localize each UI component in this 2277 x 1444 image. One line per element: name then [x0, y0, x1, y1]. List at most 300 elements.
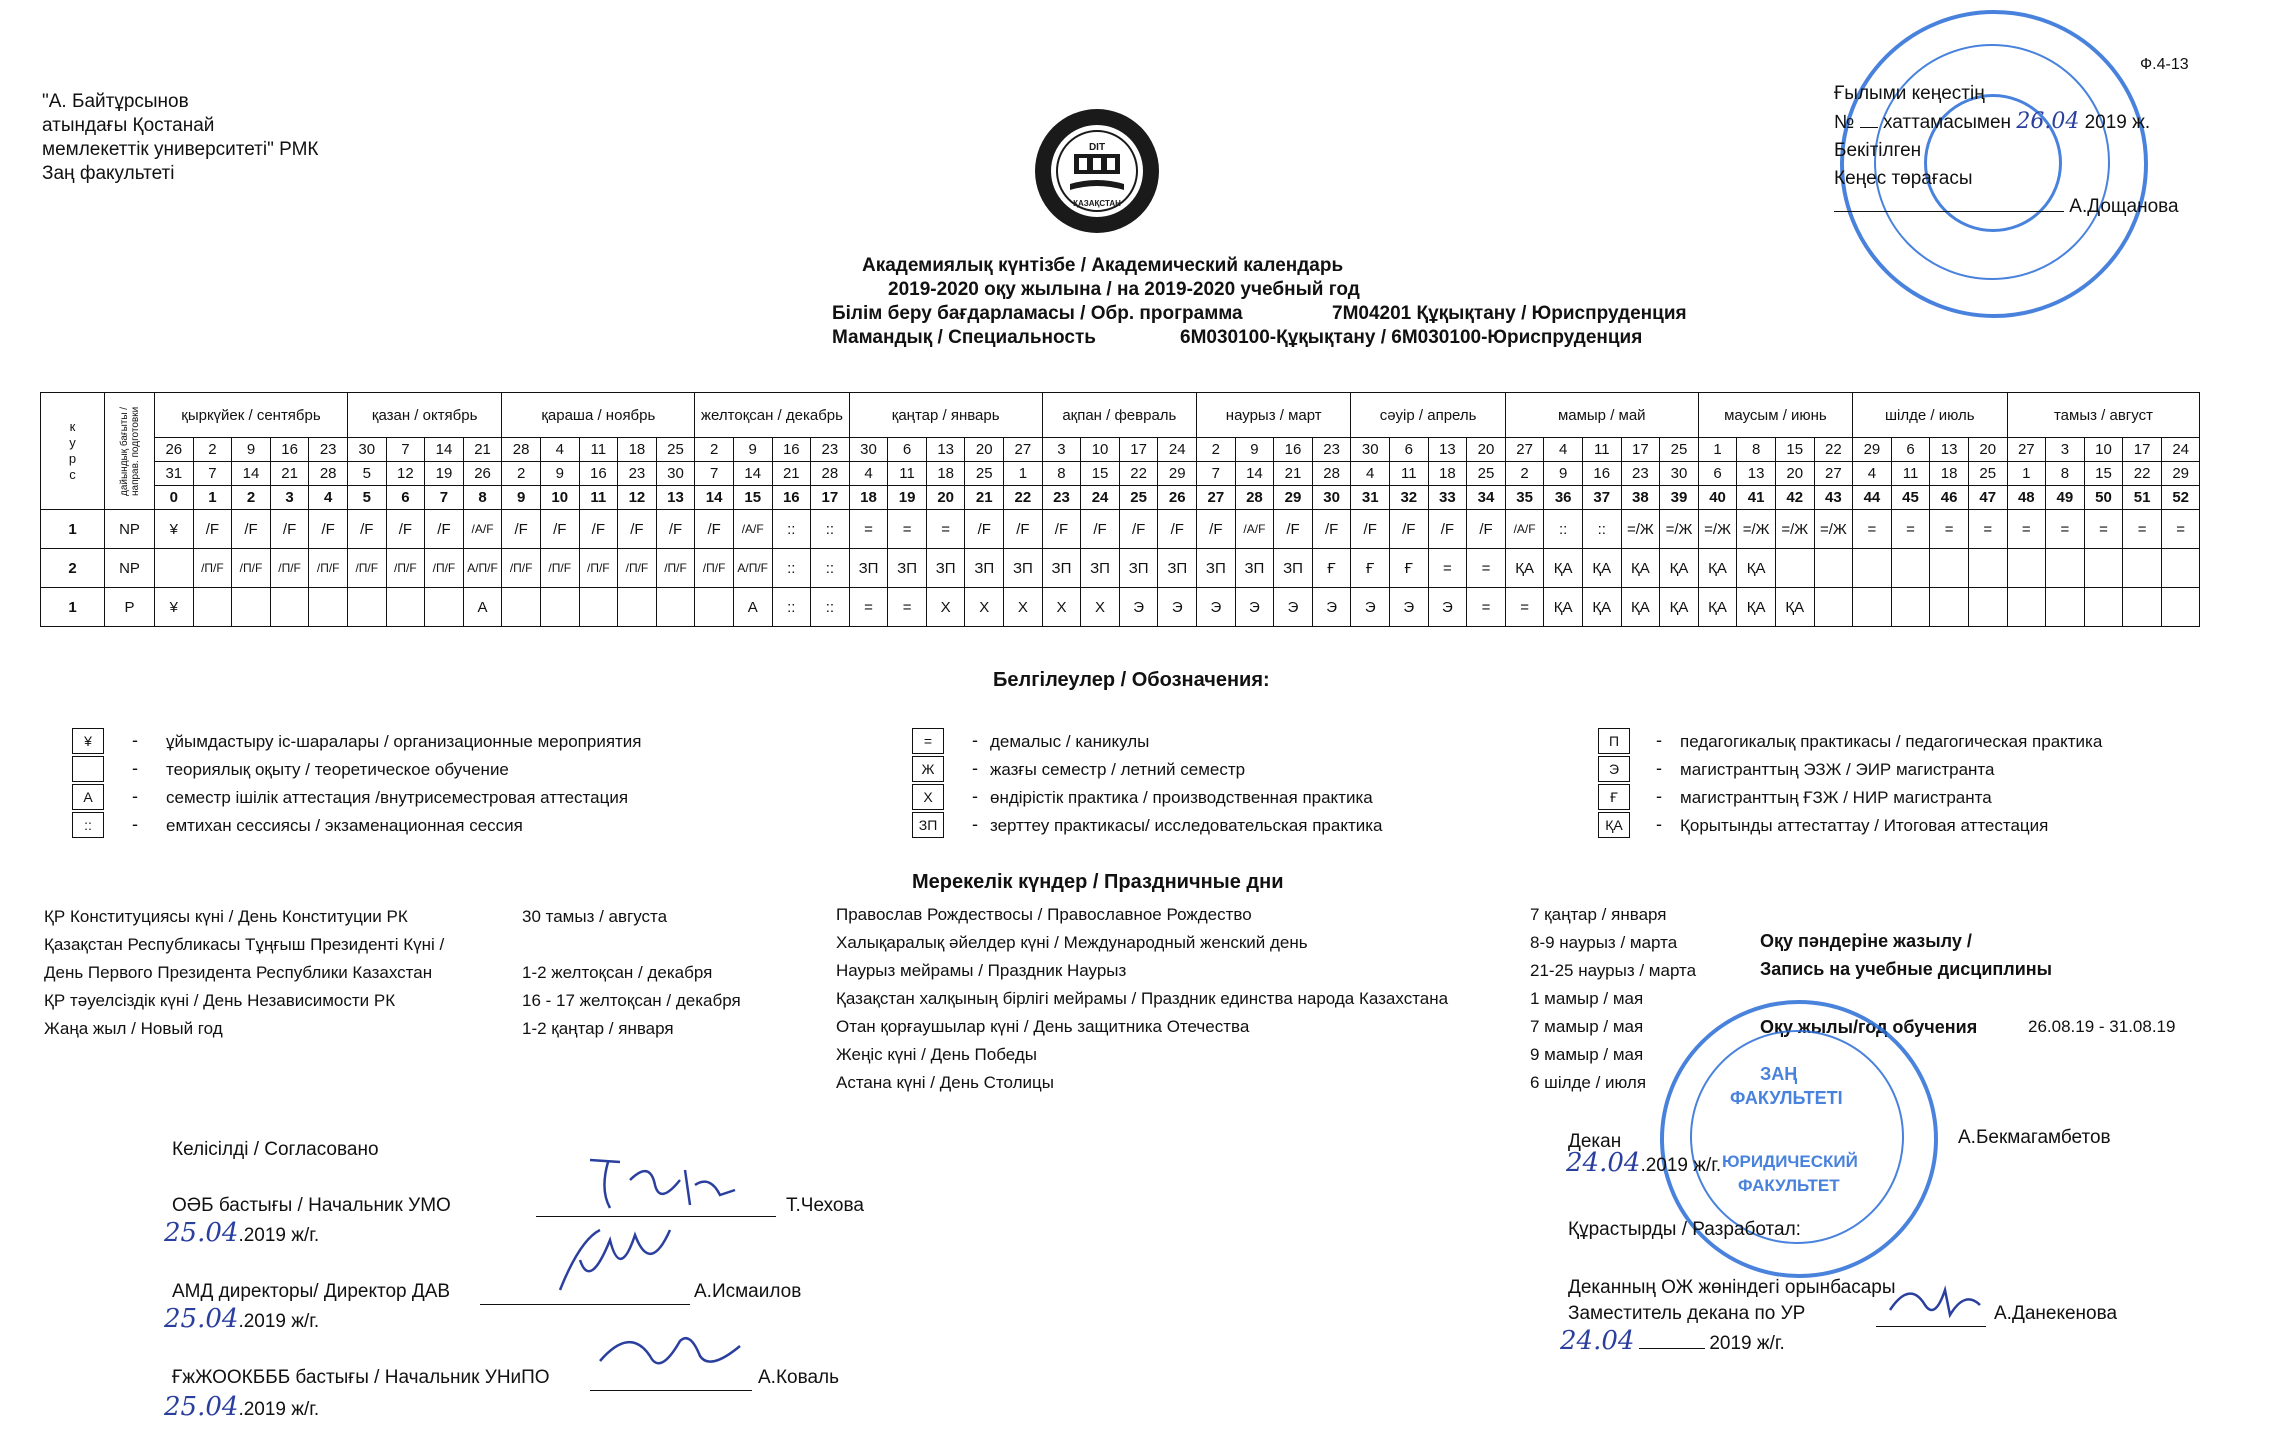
- table-row: [41, 588, 2200, 627]
- seal-text: ЗАҢ: [1760, 1064, 1798, 1084]
- holiday-date: 6 шілде / июля: [1530, 1073, 1647, 1092]
- week-start-day: 20: [965, 438, 1004, 462]
- schedule-cell: /F: [1274, 510, 1313, 549]
- legend-text: семестр ішілік аттестация /внутрисеместровая аттестация: [166, 788, 629, 807]
- approval-line: Ғылыми кеңестің: [1834, 83, 1985, 104]
- week-end-day: 5: [347, 462, 386, 486]
- week-number: 39: [1660, 486, 1699, 510]
- month-header: қыркүйек / сентябрь: [155, 393, 348, 438]
- month-header: тамыз / август: [2007, 393, 2200, 438]
- schedule-cell: А: [733, 588, 772, 627]
- week-number: 1: [193, 486, 232, 510]
- month-header: шілде / июль: [1853, 393, 2007, 438]
- legend-symbol: Э: [1598, 756, 1630, 782]
- schedule-cell: /П/F: [232, 549, 271, 588]
- holidays-title: Мерекелік күндер / Праздничные дни: [912, 871, 1284, 893]
- schedule-cell: Ғ: [1351, 549, 1390, 588]
- schedule-cell: [502, 588, 541, 627]
- date-handwritten: 25.04: [164, 1304, 239, 1334]
- week-number: 36: [1544, 486, 1583, 510]
- week-number: 37: [1582, 486, 1621, 510]
- week-end-day: 29: [1158, 462, 1197, 486]
- schedule-cell: [2123, 549, 2162, 588]
- week-number: 47: [1968, 486, 2007, 510]
- holiday-name: Халықаралық әйелдер күні / Международный женский день: [836, 933, 1308, 952]
- week-end-day: 16: [579, 462, 618, 486]
- schedule-cell: =/Ж: [1660, 510, 1699, 549]
- schedule-cell: /F: [270, 510, 309, 549]
- org-line: мемлекеттік университеті" РМК: [42, 139, 319, 160]
- schedule-cell: /П/F: [347, 549, 386, 588]
- deputy-dean-kz: Деканның ОЖ жөніндегі орынбасары: [1568, 1277, 1896, 1298]
- seal-text: ФАКУЛЬТЕТІ: [1730, 1088, 1843, 1108]
- academic-year-title: 2019-2020 оқу жылына / на 2019-2020 учебный год: [888, 279, 1360, 300]
- schedule-cell: =: [1930, 510, 1969, 549]
- schedule-cell: =/Ж: [1621, 510, 1660, 549]
- schedule-cell: Ғ: [1312, 549, 1351, 588]
- week-start-day: 10: [2084, 438, 2123, 462]
- week-number: 33: [1428, 486, 1467, 510]
- schedule-cell: [618, 588, 657, 627]
- holiday-date: 1 мамыр / мая: [1530, 989, 1644, 1008]
- schedule-cell: [193, 588, 232, 627]
- holiday-name: ҚР тәуелсіздік күні / День Независимости РК: [44, 991, 396, 1010]
- date-handwritten: 25.04: [164, 1392, 239, 1422]
- schedule-cell: [1775, 549, 1814, 588]
- legend-dash: -: [972, 730, 978, 750]
- holiday-name: День Первого Президента Республики Казахстан: [44, 963, 433, 982]
- week-end-day: 6: [1698, 462, 1737, 486]
- legend-symbol: ҚА: [1598, 812, 1630, 838]
- direction-cell: NP: [105, 510, 155, 549]
- signature-umo-icon: [560, 1150, 760, 1220]
- month-header: мамыр / май: [1505, 393, 1698, 438]
- approval-line: [1834, 108, 2179, 137]
- week-end-day: 26: [463, 462, 502, 486]
- direction-cell: NP: [105, 549, 155, 588]
- week-start-day: 7: [386, 438, 425, 462]
- schedule-cell: ҚА: [1582, 549, 1621, 588]
- schedule-cell: Х: [1042, 588, 1081, 627]
- schedule-cell: [1853, 588, 1892, 627]
- legend-symbol: ::: [72, 812, 104, 838]
- schedule-cell: ЗП: [849, 549, 888, 588]
- week-end-day: 4: [849, 462, 888, 486]
- week-number: 2: [232, 486, 271, 510]
- week-number: 21: [965, 486, 1004, 510]
- week-number: 23: [1042, 486, 1081, 510]
- signer-role-unipo: ҒжЖООКБББ бастығы / Начальник УНиПО: [172, 1367, 550, 1388]
- week-start-day: 11: [579, 438, 618, 462]
- study-year-value: 26.08.19 - 31.08.19: [2028, 1017, 2176, 1036]
- schedule-cell: ЗП: [1235, 549, 1274, 588]
- schedule-cell: ::: [1544, 510, 1583, 549]
- week-end-day: 28: [811, 462, 850, 486]
- month-header: қаңтар / январь: [849, 393, 1042, 438]
- date-year: .2019 ж/г.: [1640, 1155, 1722, 1176]
- schedule-cell: =: [888, 588, 927, 627]
- schedule-cell: ҚА: [1544, 549, 1583, 588]
- week-end-day: 29: [2161, 462, 2200, 486]
- week-start-day: 17: [1119, 438, 1158, 462]
- week-start-day: 25: [1660, 438, 1699, 462]
- week-end-day: 7: [695, 462, 734, 486]
- week-number: 12: [618, 486, 657, 510]
- month-header: наурыз / март: [1197, 393, 1351, 438]
- holiday-name: ҚР Конституциясы күні / День Конституции РК: [44, 907, 408, 926]
- legend-text: магистранттың ЭЗЖ / ЭИР магистранта: [1680, 760, 1995, 779]
- week-end-day: 31: [155, 462, 194, 486]
- week-number: 31: [1351, 486, 1390, 510]
- approval-signer: А.Дощанова: [2069, 196, 2179, 217]
- schedule-cell: [1930, 549, 1969, 588]
- logo-top-text: DIT: [1088, 142, 1106, 153]
- schedule-cell: /F: [1042, 510, 1081, 549]
- date-handwritten: 24.04: [1560, 1326, 1635, 1356]
- legend-text: жазғы семестр / летний семестр: [990, 760, 1246, 779]
- week-end-day: 14: [232, 462, 271, 486]
- schedule-cell: [2046, 588, 2085, 627]
- seal-text: ФАКУЛЬТЕТ: [1738, 1176, 1840, 1195]
- approval-signer-line: [1834, 193, 2179, 221]
- week-end-day: 21: [772, 462, 811, 486]
- week-end-day: 11: [888, 462, 927, 486]
- week-end-day: 15: [2084, 462, 2123, 486]
- week-start-day: 15: [1775, 438, 1814, 462]
- schedule-cell: ¥: [155, 588, 194, 627]
- month-header: сәуір / апрель: [1351, 393, 1505, 438]
- week-number: 30: [1312, 486, 1351, 510]
- week-end-day: 9: [1544, 462, 1583, 486]
- week-start-day: 23: [309, 438, 348, 462]
- kurs-cell: 1: [41, 510, 105, 549]
- week-end-day: 30: [656, 462, 695, 486]
- date-handwritten: 24.04: [1566, 1148, 1641, 1178]
- schedule-cell: =/Ж: [1775, 510, 1814, 549]
- dean-date: [1566, 1148, 1721, 1178]
- week-end-day: 21: [1274, 462, 1313, 486]
- study-year-label: Оқу жылы/год обучения: [1760, 1017, 1978, 1037]
- week-start-day: 3: [1042, 438, 1081, 462]
- week-number: 32: [1390, 486, 1429, 510]
- week-number: 42: [1775, 486, 1814, 510]
- schedule-cell: ҚА: [1775, 588, 1814, 627]
- date-year: .2019 ж/г.: [238, 1311, 320, 1332]
- week-start-day: 27: [1505, 438, 1544, 462]
- week-start-day: 9: [232, 438, 271, 462]
- schedule-cell: /F: [232, 510, 271, 549]
- week-number: 45: [1891, 486, 1930, 510]
- schedule-cell: /П/F: [540, 549, 579, 588]
- agreed-label: Келісілді / Согласовано: [172, 1139, 379, 1160]
- schedule-cell: /F: [309, 510, 348, 549]
- week-end-day: 14: [733, 462, 772, 486]
- schedule-cell: /A/F: [1505, 510, 1544, 549]
- week-end-day: 15: [1081, 462, 1120, 486]
- week-number: 3: [270, 486, 309, 510]
- week-start-day: 8: [1737, 438, 1776, 462]
- legend-dash: -: [972, 814, 978, 834]
- schedule-cell: [309, 588, 348, 627]
- protocol-number-label: №: [1834, 112, 1855, 133]
- week-number: 11: [579, 486, 618, 510]
- schedule-cell: [2084, 588, 2123, 627]
- legend-dash: -: [972, 758, 978, 778]
- week-end-day: 8: [2046, 462, 2085, 486]
- signature-deputy-icon: [1880, 1270, 1990, 1330]
- schedule-cell: =: [1853, 510, 1892, 549]
- protocol-date-handwritten: 26.04: [2016, 109, 2080, 134]
- week-start-day: 11: [1582, 438, 1621, 462]
- schedule-cell: ::: [811, 588, 850, 627]
- schedule-cell: [1930, 588, 1969, 627]
- schedule-cell: ::: [772, 510, 811, 549]
- approval-line: Бекітілген: [1834, 140, 1922, 161]
- signer-date-umo: [164, 1218, 319, 1248]
- legend-symbol: [72, 756, 104, 782]
- week-number: 15: [733, 486, 772, 510]
- schedule-cell: Х: [1004, 588, 1043, 627]
- schedule-cell: ЗП: [1004, 549, 1043, 588]
- form-code: Ф.4-13: [2140, 56, 2189, 73]
- schedule-cell: [2007, 549, 2046, 588]
- week-number: 34: [1467, 486, 1506, 510]
- week-end-day: 20: [1775, 462, 1814, 486]
- week-start-day: 27: [2007, 438, 2046, 462]
- legend-dash: -: [132, 786, 138, 806]
- week-start-day: 14: [425, 438, 464, 462]
- week-start-day: 26: [155, 438, 194, 462]
- approval-block: [1834, 80, 2179, 221]
- legend-text: педагогикалық практикасы / педагогическая практика: [1680, 732, 2103, 751]
- schedule-cell: /F: [386, 510, 425, 549]
- week-end-day: 9: [540, 462, 579, 486]
- schedule-cell: ЗП: [1158, 549, 1197, 588]
- week-start-day: 24: [2161, 438, 2200, 462]
- date-year: .2019 ж/г.: [238, 1225, 320, 1246]
- legend-symbol: ЗП: [912, 812, 944, 838]
- month-header: желтоқсан / декабрь: [695, 393, 849, 438]
- week-end-day: 2: [502, 462, 541, 486]
- schedule-cell: [1891, 588, 1930, 627]
- schedule-cell: [2046, 549, 2085, 588]
- week-start-day: 21: [463, 438, 502, 462]
- holiday-date: 16 - 17 желтоқсан / декабря: [522, 991, 741, 1010]
- week-number: 18: [849, 486, 888, 510]
- week-start-day: 30: [849, 438, 888, 462]
- schedule-cell: [1968, 588, 2007, 627]
- schedule-cell: ЗП: [1119, 549, 1158, 588]
- schedule-cell: ҚА: [1737, 549, 1776, 588]
- legend-symbol: Ж: [912, 756, 944, 782]
- week-start-day: 13: [1930, 438, 1969, 462]
- week-end-day: 28: [1312, 462, 1351, 486]
- schedule-cell: ::: [772, 549, 811, 588]
- schedule-cell: =: [2007, 510, 2046, 549]
- schedule-cell: /F: [1081, 510, 1120, 549]
- week-end-day: 25: [1968, 462, 2007, 486]
- week-start-day: 16: [270, 438, 309, 462]
- week-number: 9: [502, 486, 541, 510]
- schedule-cell: Э: [1158, 588, 1197, 627]
- schedule-cell: /F: [1312, 510, 1351, 549]
- schedule-cell: /F: [1467, 510, 1506, 549]
- week-start-day: 10: [1081, 438, 1120, 462]
- holiday-name: Қазақстан Республикасы Тұңғыш Президенті Күні /: [44, 935, 445, 954]
- signer-date-dav: [164, 1304, 319, 1334]
- schedule-cell: /F: [1158, 510, 1197, 549]
- schedule-cell: /П/F: [695, 549, 734, 588]
- schedule-cell: /П/F: [309, 549, 348, 588]
- schedule-cell: =/Ж: [1698, 510, 1737, 549]
- dean-label: Декан: [1568, 1131, 1622, 1152]
- schedule-cell: ЗП: [1081, 549, 1120, 588]
- schedule-cell: =: [1505, 588, 1544, 627]
- week-start-day: 17: [2123, 438, 2162, 462]
- holiday-date: 1-2 желтоқсан / декабря: [522, 963, 713, 982]
- week-end-day: 11: [1390, 462, 1429, 486]
- week-end-day: 18: [1428, 462, 1467, 486]
- week-start-day: 2: [1197, 438, 1236, 462]
- holiday-name: Отан қорғаушылар күні / День защитника Отечества: [836, 1017, 1250, 1036]
- week-start-day: 6: [1390, 438, 1429, 462]
- week-start-day: 18: [618, 438, 657, 462]
- holiday-date: 8-9 наурыз / марта: [1530, 933, 1678, 952]
- table-row: [41, 549, 2200, 588]
- schedule-cell: А/П/F: [733, 549, 772, 588]
- schedule-cell: =: [926, 510, 965, 549]
- week-end-day: 30: [1660, 462, 1699, 486]
- legend-text: ұйымдастыру іс-шаралары / организационные мероприятия: [166, 732, 642, 751]
- program-value: 7М04201 Құқықтану / Юриспруденция: [1332, 303, 1687, 324]
- holiday-name: Жеңіс күні / День Победы: [836, 1045, 1037, 1064]
- university-logo-icon: [1032, 106, 1162, 236]
- week-start-day: 9: [1235, 438, 1274, 462]
- schedule-cell: /F: [1197, 510, 1236, 549]
- week-number: 0: [155, 486, 194, 510]
- schedule-cell: /A/F: [733, 510, 772, 549]
- signature-unipo-icon: [590, 1316, 760, 1386]
- legend-symbol: =: [912, 728, 944, 754]
- schedule-cell: /F: [502, 510, 541, 549]
- week-end-day: 4: [1351, 462, 1390, 486]
- schedule-cell: [2007, 588, 2046, 627]
- schedule-cell: ::: [811, 510, 850, 549]
- week-end-day: 16: [1582, 462, 1621, 486]
- schedule-cell: ЗП: [888, 549, 927, 588]
- week-end-day: 7: [1197, 462, 1236, 486]
- holiday-name: Қазақстан халқының бірлігі мейрамы / Праздник единства народа Казахстана: [836, 989, 1449, 1008]
- organization-block: [42, 90, 318, 186]
- legend-text: демалыс / каникулы: [990, 732, 1150, 751]
- schedule-cell: Э: [1197, 588, 1236, 627]
- week-number: 35: [1505, 486, 1544, 510]
- schedule-cell: /П/F: [618, 549, 657, 588]
- legend-symbol: Ғ: [1598, 784, 1630, 810]
- week-number: 26: [1158, 486, 1197, 510]
- week-start-day: 16: [1274, 438, 1313, 462]
- kurs-cell: 1: [41, 588, 105, 627]
- legend-text: магистранттың ҒЗЖ / НИР магистранта: [1680, 788, 1992, 807]
- week-number: 29: [1274, 486, 1313, 510]
- holiday-date: 7 мамыр / мая: [1530, 1017, 1644, 1036]
- schedule-cell: =: [1428, 549, 1467, 588]
- holiday-name: Астана күні / День Столицы: [836, 1073, 1054, 1092]
- week-number: 13: [656, 486, 695, 510]
- week-number: 6: [386, 486, 425, 510]
- schedule-cell: ЗП: [1197, 549, 1236, 588]
- week-end-day: 11: [1891, 462, 1930, 486]
- holiday-name: Жаңа жыл / Новый год: [44, 1019, 223, 1038]
- signer-role-umo: ОӘБ бастығы / Начальник УМО: [172, 1195, 451, 1216]
- week-start-day: 13: [1428, 438, 1467, 462]
- schedule-cell: /F: [695, 510, 734, 549]
- legend-dash: -: [1656, 730, 1662, 750]
- week-number: 46: [1930, 486, 1969, 510]
- week-number: 41: [1737, 486, 1776, 510]
- kurs-header: к у р с: [41, 393, 105, 510]
- week-start-day: 20: [1467, 438, 1506, 462]
- schedule-cell: ҚА: [1660, 549, 1699, 588]
- week-start-day: 4: [1544, 438, 1583, 462]
- protocol-label: хаттамасымен: [1882, 112, 2012, 133]
- schedule-cell: /A/F: [463, 510, 502, 549]
- schedule-cell: Х: [926, 588, 965, 627]
- schedule-cell: [347, 588, 386, 627]
- org-line: атындағы Қостанай: [42, 115, 215, 136]
- schedule-cell: [540, 588, 579, 627]
- date-year: .2019 ж/г.: [238, 1399, 320, 1420]
- date-year: 2019 ж/г.: [1709, 1333, 1785, 1354]
- schedule-cell: ::: [811, 549, 850, 588]
- legend-dash: -: [132, 758, 138, 778]
- document-titles: [0, 254, 2277, 350]
- schedule-cell: ҚА: [1582, 588, 1621, 627]
- legend-dash: -: [1656, 786, 1662, 806]
- schedule-cell: [425, 588, 464, 627]
- logo-bottom-text: ҚАЗАҚСТАН: [1073, 199, 1121, 208]
- schedule-cell: =: [2084, 510, 2123, 549]
- legend-dash: -: [1656, 814, 1662, 834]
- week-start-day: 23: [1312, 438, 1351, 462]
- direction-cell: P: [105, 588, 155, 627]
- schedule-cell: /F: [1351, 510, 1390, 549]
- schedule-cell: =: [849, 588, 888, 627]
- schedule-cell: Э: [1274, 588, 1313, 627]
- deputy-dean-date: [1560, 1326, 1785, 1356]
- week-number: 25: [1119, 486, 1158, 510]
- schedule-cell: [232, 588, 271, 627]
- legend-symbol: А: [72, 784, 104, 810]
- holiday-date: 7 қаңтар / января: [1530, 905, 1667, 924]
- schedule-cell: =/Ж: [1737, 510, 1776, 549]
- week-number: 38: [1621, 486, 1660, 510]
- week-start-day: 20: [1968, 438, 2007, 462]
- week-end-day: 28: [309, 462, 348, 486]
- legend-text: Қорытынды аттестаттау / Итоговая аттестация: [1680, 816, 2049, 835]
- signature-dav-icon: [540, 1220, 700, 1310]
- schedule-cell: Х: [1081, 588, 1120, 627]
- date-handwritten: 25.04: [164, 1218, 239, 1248]
- schedule-cell: ¥: [155, 510, 194, 549]
- schedule-cell: ЗП: [926, 549, 965, 588]
- week-number: 27: [1197, 486, 1236, 510]
- week-number: 50: [2084, 486, 2123, 510]
- specialty-line: [0, 326, 2277, 350]
- schedule-cell: [1968, 549, 2007, 588]
- legend-dash: -: [1656, 758, 1662, 778]
- schedule-cell: /П/F: [502, 549, 541, 588]
